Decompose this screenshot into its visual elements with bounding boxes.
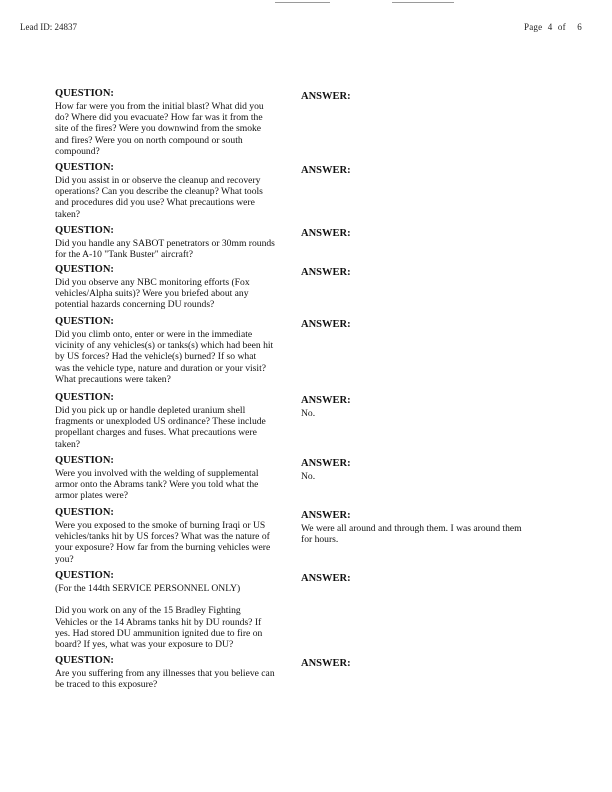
question-label: QUESTION: xyxy=(55,455,114,466)
answer-text[interactable]: No. xyxy=(301,471,316,482)
question-label: QUESTION: xyxy=(55,225,114,236)
answer-text[interactable]: No. xyxy=(301,408,316,419)
question-label: QUESTION: xyxy=(55,655,114,666)
question-label: QUESTION: xyxy=(55,88,114,99)
question-text: Did you pick up or handle depleted uranium shell fragments or unexploded US ordinance? These include propellant charges and fuses. What precautions were taken? xyxy=(55,405,266,450)
question-label: QUESTION: xyxy=(55,507,114,518)
answer-label: ANSWER: xyxy=(301,319,351,330)
question-label: QUESTION: xyxy=(55,264,114,275)
scan-top-rule xyxy=(392,2,454,3)
answer-label: ANSWER: xyxy=(301,228,351,239)
scan-top-rule xyxy=(275,2,330,3)
answer-label: ANSWER: xyxy=(301,573,351,584)
page-number: 4 xyxy=(547,22,553,32)
question-label: QUESTION: xyxy=(55,162,114,173)
question-text: (For the 144th SERVICE PERSONNEL ONLY) Did you work on any of the 15 Bradley Fighting Vehicles or the 14 Abrams tanks hit by DU rounds? If yes. Had stored DU ammunition ignited due to fire on board? If yes, what was your exposure to DU? xyxy=(55,583,263,651)
answer-label: ANSWER: xyxy=(301,658,351,669)
question-label: QUESTION: xyxy=(55,392,114,403)
lead-id: Lead ID: 24837 xyxy=(20,22,77,32)
question-label: QUESTION: xyxy=(55,570,114,581)
question-text: How far were you from the initial blast? What did you do? Where did you evacuate? How far was it from the site of the fires? Were you downwind from the smoke and fires? Were you on north compound or south compound? xyxy=(55,101,264,157)
answer-label: ANSWER: xyxy=(301,510,351,521)
page-indicator xyxy=(524,22,585,32)
question-text: Are you suffering from any illnesses that you believe can be traced to this exposure? xyxy=(55,668,275,691)
answer-label: ANSWER: xyxy=(301,91,351,102)
answer-label: ANSWER: xyxy=(301,267,351,278)
answer-label: ANSWER: xyxy=(301,458,351,469)
of-word: of xyxy=(557,22,566,32)
answer-label: ANSWER: xyxy=(301,395,351,406)
question-text: Did you climb onto, enter or were in the immediate vicinity of any vehicles(s) or tanks(s) which had been hit by US forces? Had the vehicle(s) burned? If so what was the vehicle type, nature and duration or your visit? What precautions were taken? xyxy=(55,329,274,385)
answer-text[interactable]: We were all around and through them. I was around them for hours. xyxy=(301,523,522,546)
question-label: QUESTION: xyxy=(55,316,114,327)
question-text: Did you assist in or observe the cleanup and recovery operations? Can you describe the cleanup? What tools and procedures did you use? What precautions were taken? xyxy=(55,175,263,220)
question-text: Were you exposed to the smoke of burning Iraqi or US vehicles/tanks hit by US forces? What was the nature of your exposure? How far from the burning vehicles were you? xyxy=(55,520,271,565)
question-text: Did you observe any NBC monitoring efforts (Fox vehicles/Alpha suits)? Were you briefed about any potential hazards concerning DU rounds? xyxy=(55,277,250,311)
question-text: Were you involved with the welding of supplemental armor onto the Abrams tank? Were you told what the armor plates were? xyxy=(55,468,259,502)
answer-label: ANSWER: xyxy=(301,165,351,176)
page-total: 6 xyxy=(577,22,582,32)
page-word: Page xyxy=(524,22,543,32)
question-text: Did you handle any SABOT penetrators or 30mm rounds for the A-10 "Tank Buster" aircraft? xyxy=(55,238,275,261)
